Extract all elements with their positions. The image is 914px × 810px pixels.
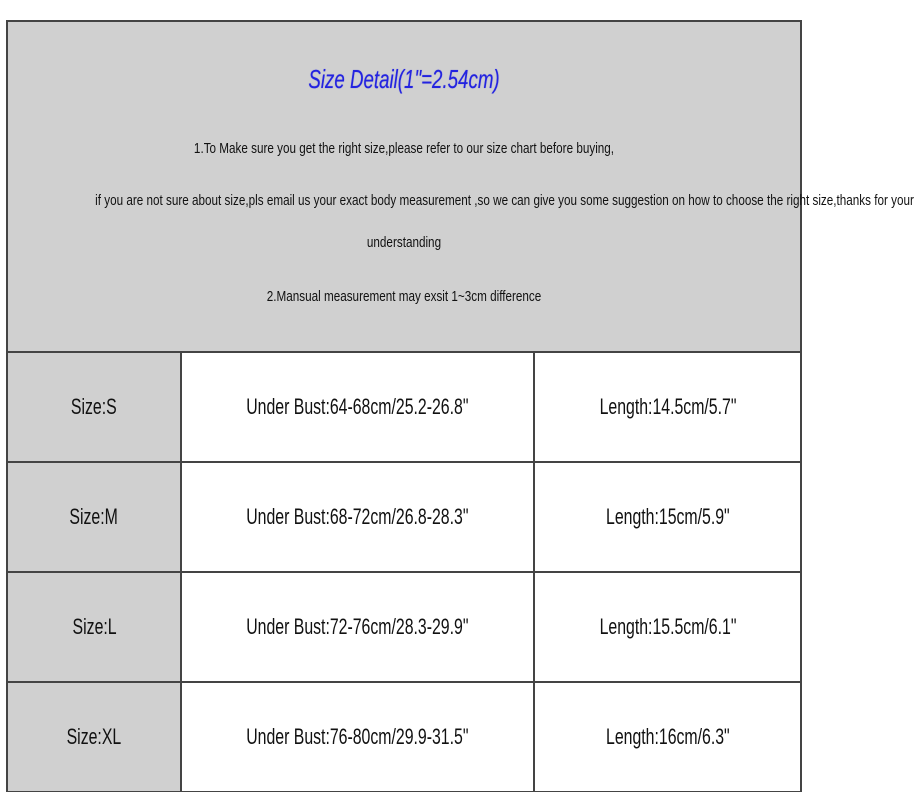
table-row [8,682,800,791]
size-note-4: 2.Mansual measurement may exsit 1~3cm difference [266,288,542,305]
size-table [8,351,800,791]
length-cell: Length:14.5cm/5.7" [534,352,800,462]
size-note-2: if you are not sure about size,pls email us your exact body measurement ,so we can give you some suggestion on how to choose the right size,thanks for your [95,192,914,209]
size-cell: Size:M [8,462,181,572]
size-chart [6,20,914,792]
table-row [8,462,800,572]
under-bust-cell: Under Bust:68-72cm/26.8-28.3" [181,462,534,572]
under-bust-cell: Under Bust:76-80cm/29.9-31.5" [181,682,534,791]
size-cell: Size:XL [8,682,181,791]
size-cell: Size:S [8,352,181,462]
size-note-1: 1.To Make sure you get the right size,please refer to our size chart before buying, [193,140,615,157]
size-cell: Size:L [8,572,181,682]
size-chart-title: Size Detail(1"=2.54cm) [308,64,500,94]
size-note-3: understanding [366,234,442,251]
length-cell: Length:16cm/6.3" [534,682,800,791]
under-bust-cell: Under Bust:64-68cm/25.2-26.8" [181,352,534,462]
size-chart-header [8,22,914,351]
table-row [8,572,800,682]
length-cell: Length:15.5cm/6.1" [534,572,800,682]
under-bust-cell: Under Bust:72-76cm/28.3-29.9" [181,572,534,682]
length-cell: Length:15cm/5.9" [534,462,800,572]
table-row [8,352,800,462]
